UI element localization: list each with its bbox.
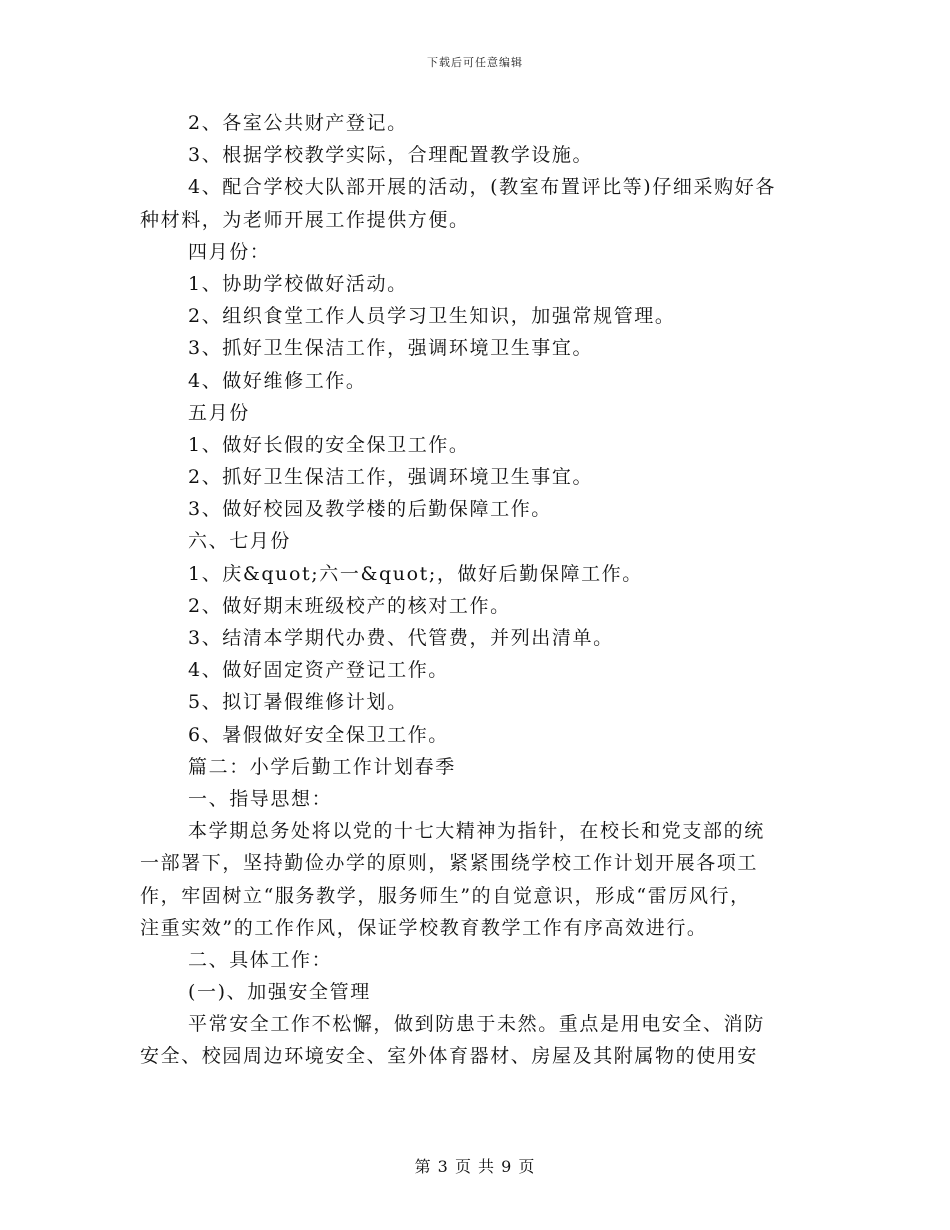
paragraph-line: 平常安全工作不松懈，做到防患于未然。重点是用电安全、消防 xyxy=(188,1013,765,1036)
list-item: 4、做好固定资产登记工作。 xyxy=(188,659,449,682)
list-item: 4、做好维修工作。 xyxy=(188,369,367,392)
list-item: 3、抓好卫生保洁工作，强调环境卫生事宜。 xyxy=(188,337,594,360)
section-heading-april: 四月份： xyxy=(188,240,271,263)
section-heading-june-july: 六、七月份 xyxy=(188,530,292,553)
list-item: 3、根据学校教学实际，合理配置教学设施。 xyxy=(188,144,594,167)
list-item: 1、做好长假的安全保卫工作。 xyxy=(188,433,470,456)
document-body xyxy=(140,107,808,1073)
list-item: 1、庆&quot;六一&quot;，做好后勤保障工作。 xyxy=(188,562,643,585)
list-item: 3、结清本学期代办费、代管费，并列出清单。 xyxy=(188,627,614,649)
paragraph-line: 注重实效”的工作作风，保证学校教育教学工作有序高效进行。 xyxy=(140,916,708,939)
section-heading-guiding-ideology: 一、指导思想： xyxy=(188,787,333,810)
paragraph-line: 本学期总务处将以党的十七大精神为指针，在校长和党支部的统 xyxy=(188,820,765,843)
list-item: 1、协助学校做好活动。 xyxy=(188,272,408,295)
list-item-continuation: 种材料，为老师开展工作提供方便。 xyxy=(140,208,470,231)
list-item: 3、做好校园及教学楼的后勤保障工作。 xyxy=(188,498,552,521)
list-item: 5、拟订暑假维修计划。 xyxy=(188,691,408,714)
section-heading-specific-work: 二、具体工作： xyxy=(188,948,333,971)
list-item: 2、组织食堂工作人员学习卫生知识，加强常规管理。 xyxy=(188,305,676,328)
paragraph-line: 一部署下，坚持勤俭办学的原则，紧紧围绕学校工作计划开展各项工 xyxy=(140,852,759,875)
list-item: 4、配合学校大队部开展的活动，(教室布置评比等)仔细采购好各 xyxy=(188,176,776,199)
section-heading-may: 五月份 xyxy=(188,401,250,424)
list-item: 2、做好期末班级校产的核对工作。 xyxy=(188,594,511,617)
subsection-heading-safety: (一)、加强安全管理 xyxy=(188,981,371,1004)
paragraph-line: 作，牢固树立“服务教学，服务师生”的自觉意识，形成“雷厉风行， xyxy=(140,884,751,907)
article-title: 篇二：小学后勤工作计划春季 xyxy=(188,755,456,778)
paragraph-line: 安全、校园周边环境安全、室外体育器材、房屋及其附属物的使用安 xyxy=(140,1045,759,1068)
list-item: 2、抓好卫生保洁工作，强调环境卫生事宜。 xyxy=(188,466,594,489)
list-item: 2、各室公共财产登记。 xyxy=(188,112,408,134)
page-number: 第 3 页 共 9 页 xyxy=(414,1157,536,1176)
page-header-note: 下载后可任意编辑 xyxy=(427,56,523,69)
list-item: 6、暑假做好安全保卫工作。 xyxy=(188,723,449,746)
